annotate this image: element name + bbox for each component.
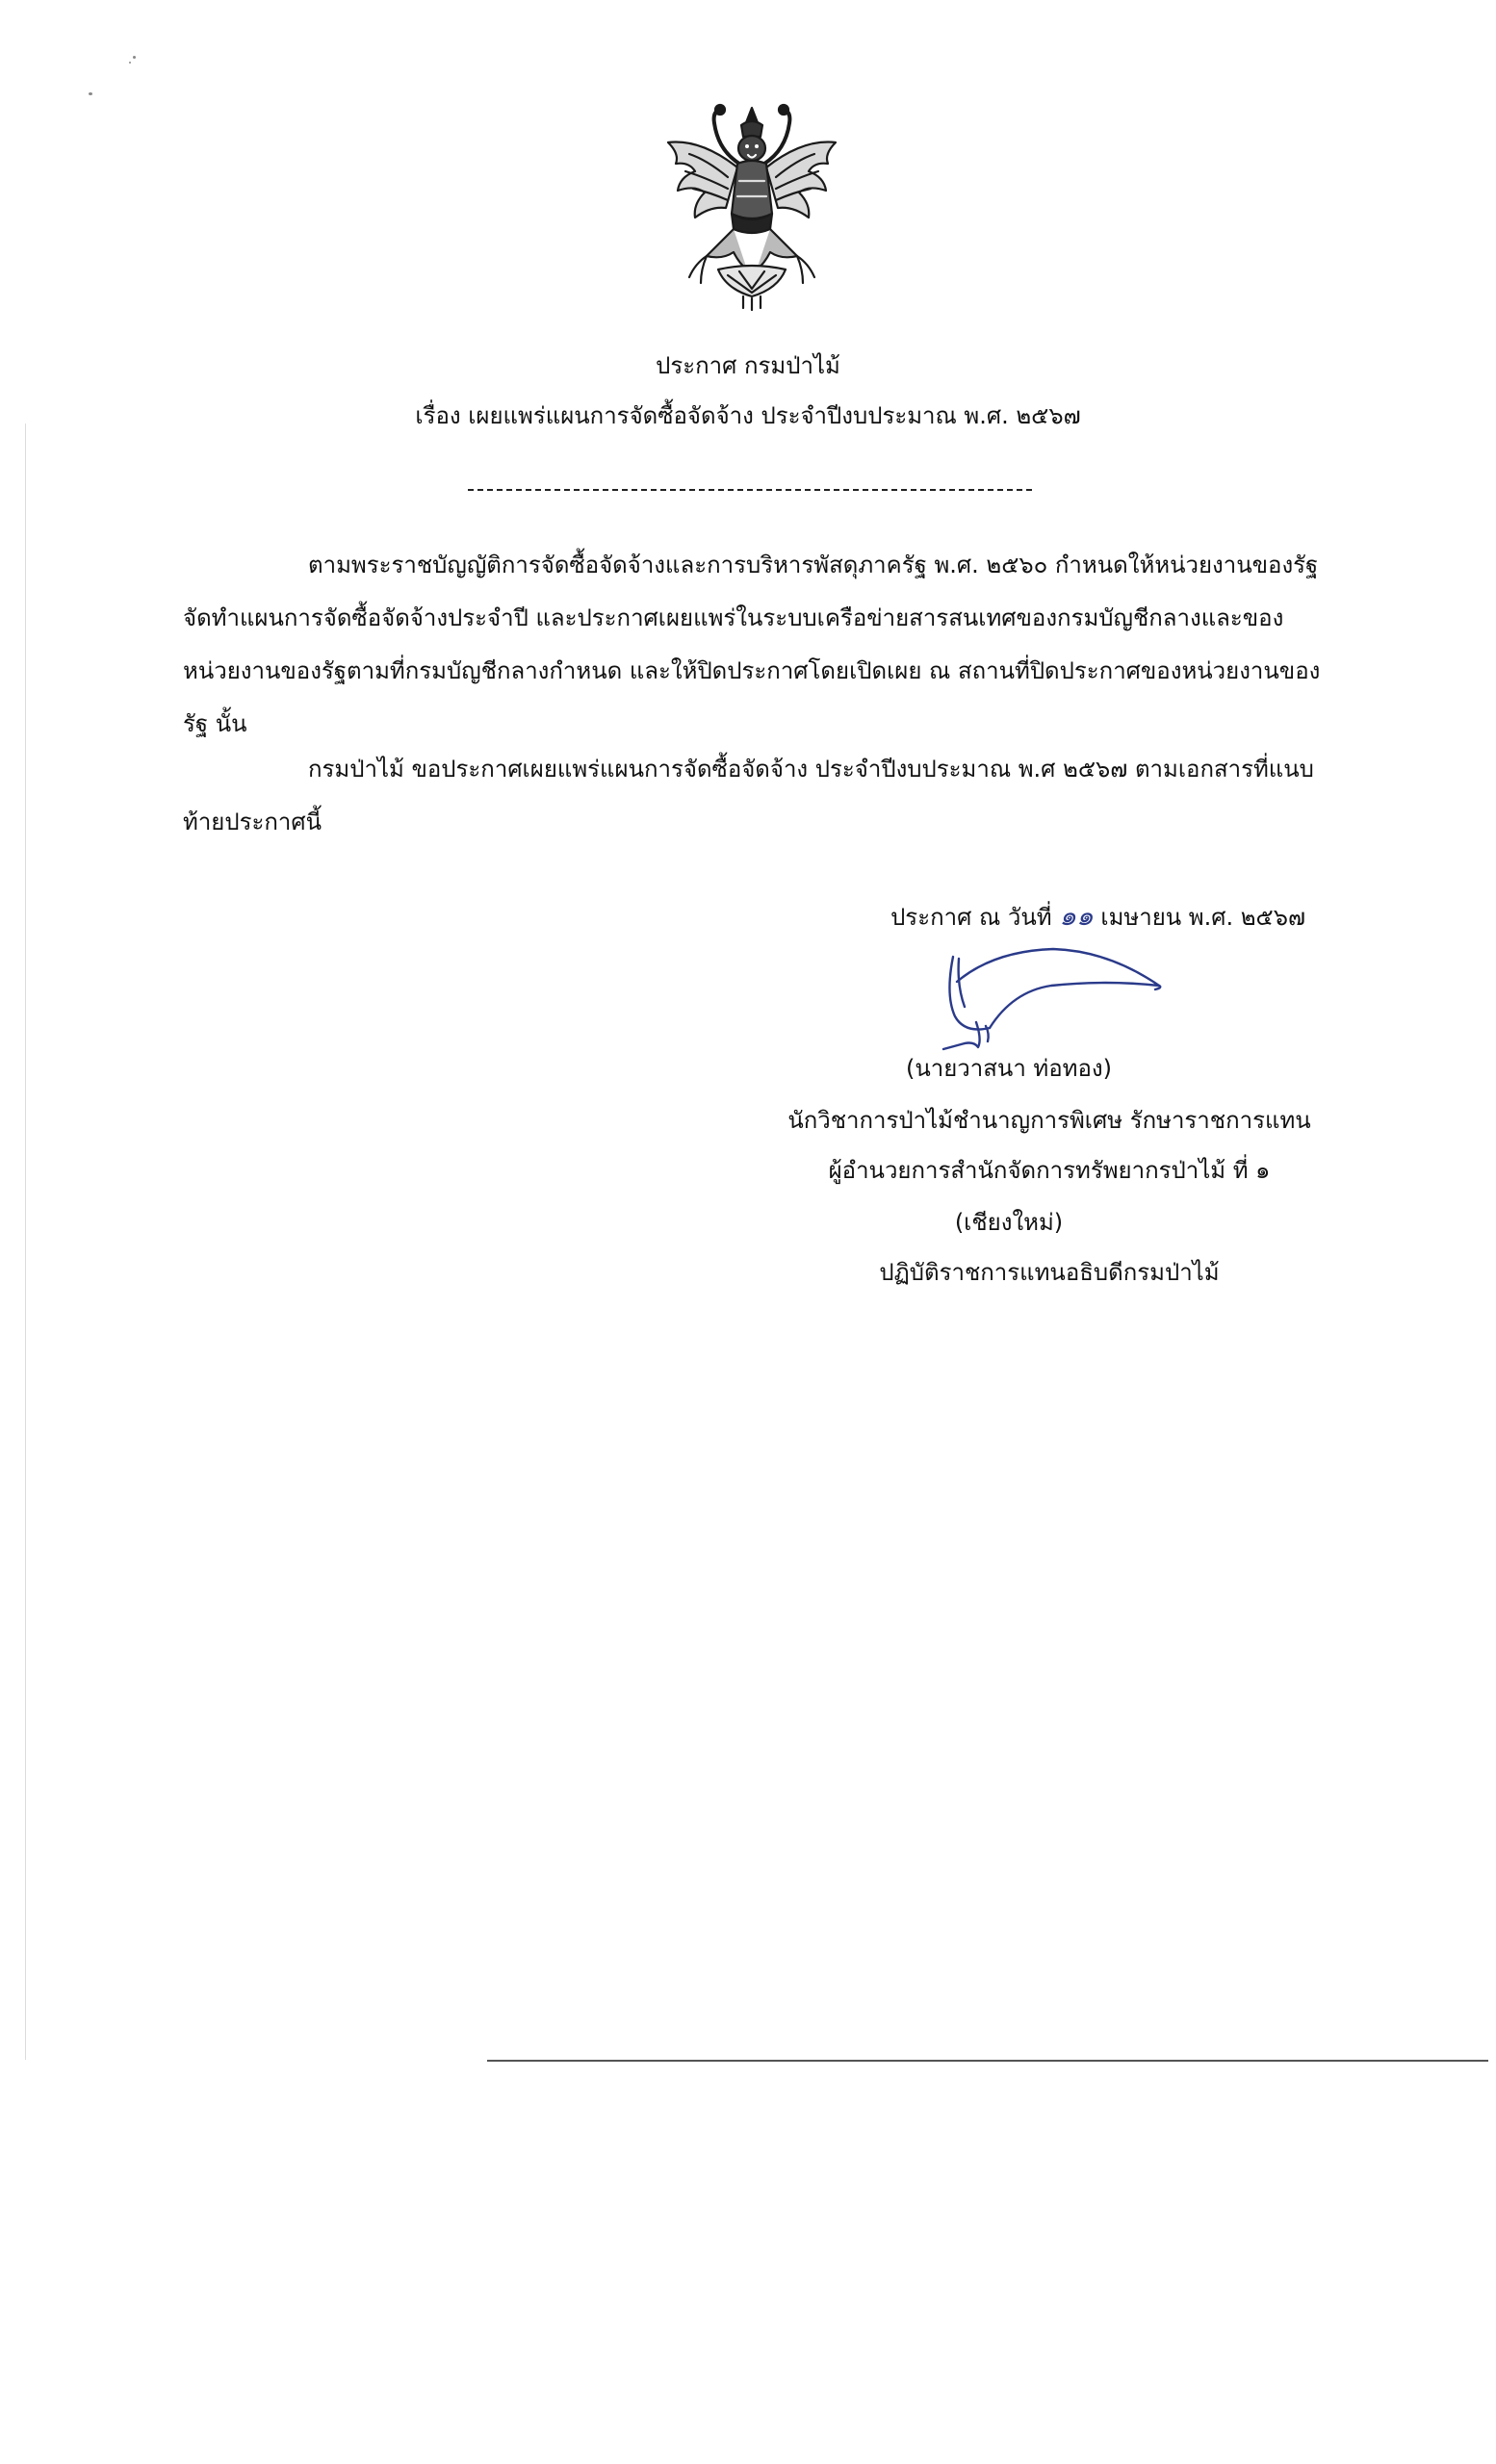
body-paragraph-1: ตามพระราชบัญญัติการจัดซื้อจัดจ้างและการบริหารพัสดุภาครัฐ พ.ศ. ๒๕๖๐ กำหนดให้หน่วยงานของรัฐ จัดทำแผนการจัดซื้อจัดจ้างประจำปี และประกาศเผยแพร่ในระบบเครือข่ายสารสนเทศของกรมบัญชีกลางและของหน่วยงานของรัฐตามที่กรมบัญชีกลางกำหนด และให้ปิดประกาศโดยเปิดเผย ณ สถานที่ปิดประกาศของหน่วยงานของรัฐ นั้น [183,552,1321,737]
scan-bottom-edge [487,2060,1488,2062]
signatory-position-3: (เชียงใหม่) [954,1209,1064,1236]
body-paragraph-2: กรมป่าไม้ ขอประกาศเผยแพร่แผนการจัดซื้อจัดจ้าง ประจำปีงบประมาณ พ.ศ ๒๕๖๗ ตามเอกสารที่แนบท้ายประกาศนี้ [183,756,1314,835]
signatory-position-2: ผู้อำนวยการสำนักจัดการทรัพยากรป่าไม้ ที่ ๑ [828,1157,1271,1184]
date-suffix: เมษายน พ.ศ. ๒๕๖๗ [1100,904,1305,931]
handwritten-signature [936,947,1173,1053]
signatory-name: (นายวาสนา ท่อทอง) [906,1055,1112,1082]
scan-left-edge [25,424,26,2060]
announcement-date [890,899,1305,935]
announcement-subject: เรื่อง เผยแพร่แผนการจัดซื้อจัดจ้าง ประจำปีงบประมาณ พ.ศ. ๒๕๖๗ [415,402,1081,429]
signatory-position-4: ปฏิบัติราชการแทนอธิบดีกรมป่าไม้ [879,1259,1220,1286]
garuda-emblem-icon [651,100,853,312]
announcement-office-title: ประกาศ กรมป่าไม้ [656,352,840,379]
signatory-position-1: นักวิชาการป่าไม้ชำนาญการพิเศษ รักษาราชการแทน [787,1107,1311,1134]
dashed-divider [468,489,1032,491]
date-day: ๑๑ [1059,900,1094,932]
date-prefix: ประกาศ ณ วันที่ [890,904,1052,931]
